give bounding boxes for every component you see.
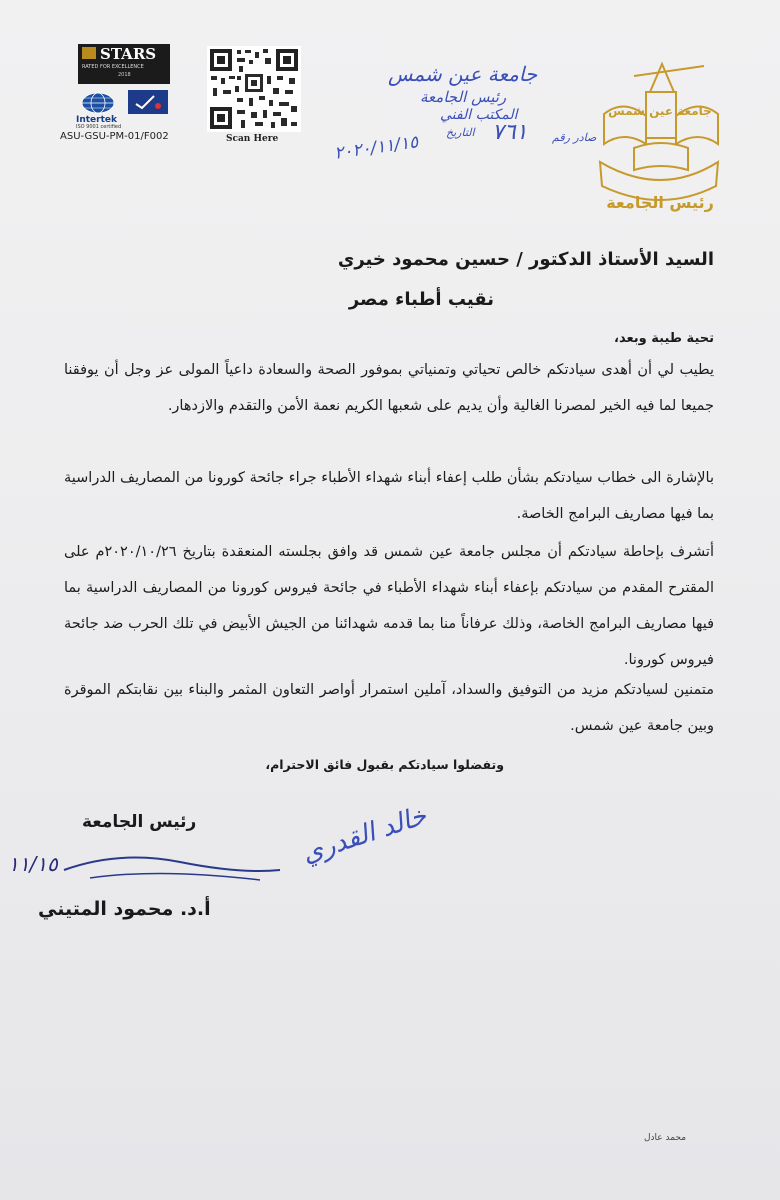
seal-university-name: جامعة عين شمس	[608, 104, 712, 118]
margin-date-note: ١١/١٥	[8, 852, 58, 876]
outgoing-number-label: صادر رقم	[552, 131, 597, 144]
stars-rating-logo	[78, 44, 170, 84]
intertek-globe-icon	[80, 92, 116, 114]
body-paragraph-1: يطيب لي أن أهدى سيادتكم خالص تحياتي وتمنياتي بموفور الصحة والسعادة داعياً المولى عز وجل أن يوفقنا جميعا لما فيه الخير لمصرنا الغالية وأن يديم على شعبها الكريم نعمة الأمن والتقدم والازدهار.	[64, 362, 714, 414]
handwritten-technical-office: المكتب الفني	[440, 107, 518, 123]
outgoing-number: ٧٦١	[492, 120, 528, 145]
closing-line: وتفضلوا سيادتكم بقبول فائق الاحترام،	[265, 757, 504, 772]
stars-title: STARS	[100, 45, 157, 63]
handwritten-date: ٢٠٢٠/١١/١٥	[333, 132, 420, 164]
addressee-title: نقيب أطباء مصر	[348, 289, 494, 310]
seal-president-label: رئيس الجامعة	[606, 193, 714, 212]
signatory-title: رئيس الجامعة	[82, 812, 197, 832]
body-paragraph-3: أتشرف بإحاطة سيادتكم أن مجلس جامعة عين شمس قد وافق بجلسته المنعقدة بتاريخ ٢٠٢٠/١٠/٢٦م على المقترح المقدم من سيادتكم بإعفاء أبناء شهداء الأطباء في جائحة فيروس كورونا من المصاريف الدراسية بما فيها مصاريف البرامج الخاصة، وذلك عرفاناً منا بما قدمه شهدائنا من الجيش الأبيض في تلك الحرب ضد جائحة فيروس كورونا.	[64, 544, 715, 668]
ukas-accreditation-icon	[128, 90, 168, 114]
handwritten-president-office: رئيس الجامعة	[420, 88, 507, 106]
greeting: تحية طيبة وبعد،	[614, 331, 714, 346]
document-code: ASU-GSU-PM-01/F002	[60, 131, 169, 142]
stars-emblem-icon	[82, 47, 96, 59]
iso-certified-label: ISO 9001 certified	[76, 124, 122, 130]
body-paragraph-4: متمنين لسيادتكم مزيد من التوفيق والسداد، آملين استمرار أواصر التعاون المثمر والبناء بين نقابتكم الموقرة وبين جامعة عين شمس.	[64, 682, 714, 734]
typist-name: محمد عادل	[644, 1133, 687, 1143]
qr-code-icon[interactable]	[207, 46, 301, 132]
stars-year: 2018	[118, 72, 131, 78]
addressee-name: السيد الأستاذ الدكتور / حسين محمود خيري	[337, 249, 714, 270]
signatory-name: أ.د. محمود المتيني	[38, 898, 211, 920]
intertek-label: Intertek	[76, 115, 117, 125]
signature-scribble-icon	[60, 840, 290, 890]
handwritten-signature: خالد القدري	[298, 800, 431, 870]
handwritten-university-name: جامعة عين شمس	[388, 62, 538, 86]
date-label: التاريخ	[446, 126, 475, 139]
body-paragraph-2: بالإشارة الى خطاب سيادتكم بشأن طلب إعفاء أبناء شهداء الأطباء جراء جائحة كورونا من المصاريف الدراسية بما فيها مصاريف البرامج الخاصة.	[64, 470, 714, 522]
stars-subtitle: RATED FOR EXCELLENCE	[82, 64, 144, 70]
scan-here-label: Scan Here	[226, 134, 279, 144]
